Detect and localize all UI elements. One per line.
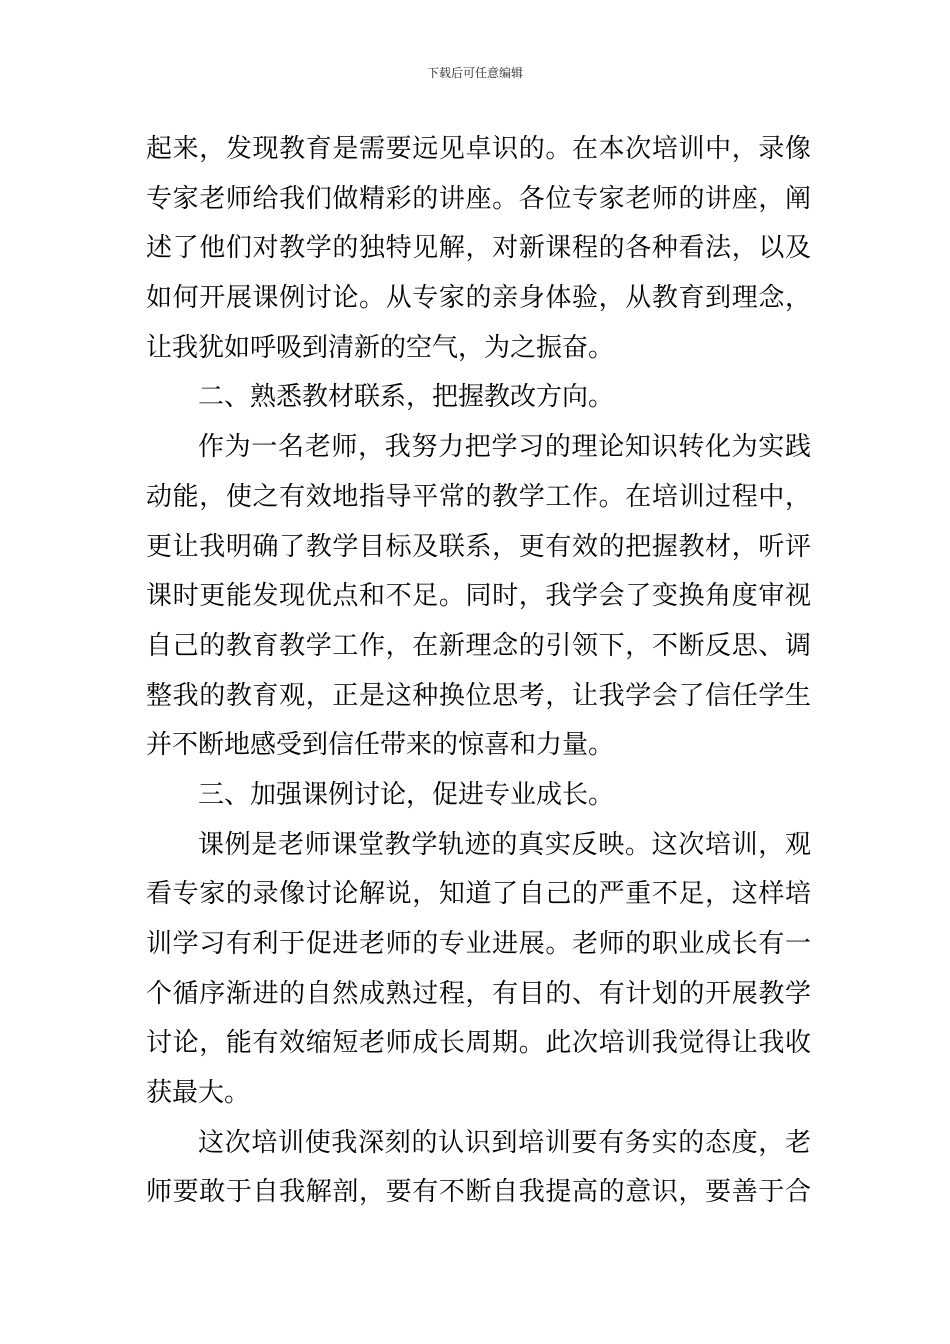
body-text	[146, 125, 811, 1218]
text-line: 让我犹如呼吸到清新的空气，为之振奋。	[146, 332, 615, 363]
text-line: 如何开展课例讨论。从专家的亲身体验，从教育到理念，	[146, 283, 811, 314]
text-line: 训学习有利于促进老师的专业进展。老师的职业成长有一	[146, 929, 811, 959]
text-line: 师要敢于自我解剖，要有不断自我提高的意识，要善于合	[146, 1177, 811, 1208]
text-line: 起来，发现教育是需要远见卓识的。在本次培训中，录像	[146, 134, 811, 164]
text-line: 二、熟悉教材联系，把握教改方向。	[198, 382, 615, 413]
text-line: 课例是老师课堂教学轨迹的真实反映。这次培训，观	[198, 829, 811, 860]
page-header: 下载后可任意编辑	[426, 66, 523, 80]
text-line: 讨论，能有效缩短老师成长周期。此次培训我觉得让我收	[146, 1028, 811, 1059]
text-line: 三、加强课例讨论，促进专业成长。	[198, 779, 615, 810]
text-line: 专家老师给我们做精彩的讲座。各位专家老师的讲座，阐	[146, 183, 811, 214]
text-line: 更让我明确了教学目标及联系，更有效的把握教材，听评	[146, 531, 811, 562]
text-line: 动能，使之有效地指导平常的教学工作。在培训过程中，	[146, 481, 811, 512]
text-line: 并不断地感受到信任带来的惊喜和力量。	[146, 730, 615, 761]
text-line: 课时更能发现优点和不足。同时，我学会了变换角度审视	[146, 581, 811, 612]
text-line: 自己的教育教学工作，在新理念的引领下，不断反思、调	[146, 630, 811, 661]
text-line: 这次培训使我深刻的认识到培训要有务实的态度，老	[198, 1127, 811, 1158]
text-line: 获最大。	[146, 1078, 251, 1109]
text-line: 个循序渐进的自然成熟过程，有目的、有计划的开展教学	[146, 978, 811, 1009]
text-line: 作为一名老师，我努力把学习的理论知识转化为实践	[198, 432, 811, 463]
text-line: 述了他们对教学的独特见解，对新课程的各种看法，以及	[146, 233, 811, 264]
text-line: 看专家的录像讨论解说，知道了自己的严重不足，这样培	[146, 879, 811, 910]
text-line: 整我的教育观，正是这种换位思考，让我学会了信任学生	[146, 680, 811, 711]
